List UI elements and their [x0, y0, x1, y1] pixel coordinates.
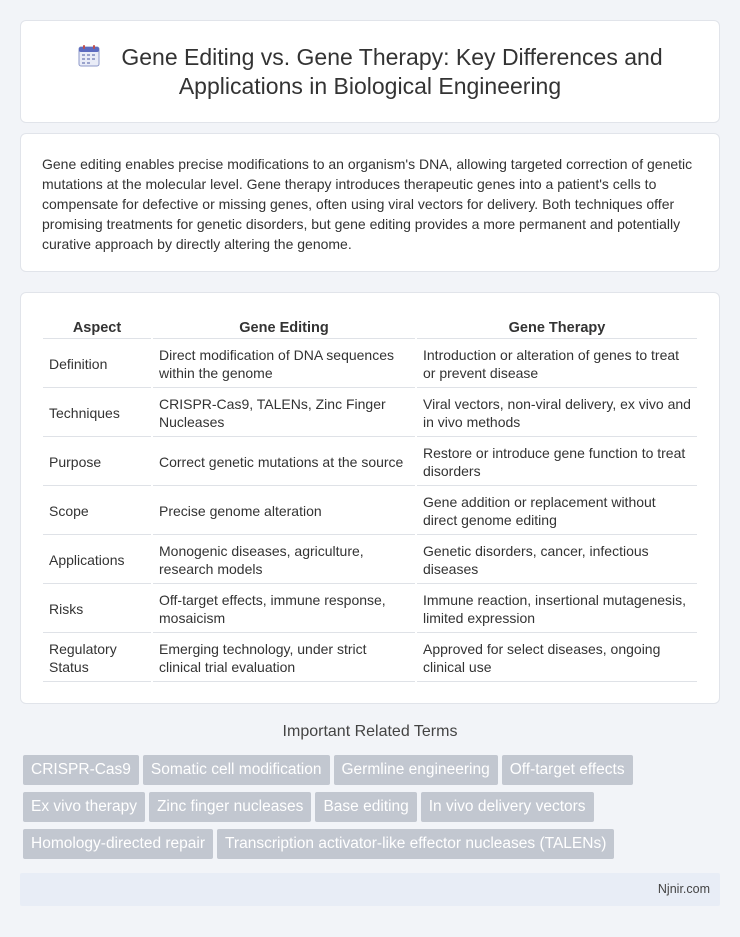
- table-row: [43, 537, 697, 584]
- aspect-cell: Applications: [43, 537, 151, 584]
- table-row: [43, 390, 697, 437]
- gene-editing-cell: Correct genetic mutations at the source: [153, 439, 415, 486]
- related-terms-row: [23, 755, 637, 785]
- gene-therapy-cell: Introduction or alteration of genes to treat or prevent disease: [417, 341, 697, 388]
- related-terms-row: [23, 829, 618, 859]
- table-row: [43, 586, 697, 633]
- related-terms-row: [23, 792, 598, 822]
- related-term-tag[interactable]: Somatic cell modification: [143, 755, 330, 785]
- table-row: [43, 341, 697, 388]
- table-header-row: [43, 317, 697, 339]
- gene-therapy-cell: Genetic disorders, cancer, infectious diseases: [417, 537, 697, 584]
- title-line-2: Applications in Biological Engineering: [178, 73, 562, 99]
- aspect-cell: Scope: [43, 488, 151, 535]
- table-row: [43, 635, 697, 682]
- comparison-card: [20, 292, 720, 704]
- gene-editing-cell: Precise genome alteration: [153, 488, 415, 535]
- aspect-cell: Techniques: [43, 390, 151, 437]
- gene-editing-cell: CRISPR-Cas9, TALENs, Zinc Finger Nucleases: [153, 390, 415, 437]
- related-term-tag[interactable]: Germline engineering: [334, 755, 498, 785]
- related-term-tag[interactable]: Homology-directed repair: [23, 829, 213, 859]
- gene-therapy-cell: Restore or introduce gene function to treat disorders: [417, 439, 697, 486]
- header-card: [20, 20, 720, 123]
- aspect-cell: Definition: [43, 341, 151, 388]
- header-gene-editing: Gene Editing: [153, 317, 415, 339]
- gene-editing-cell: Off-target effects, immune response, mosaicism: [153, 586, 415, 633]
- footer-brand[interactable]: Njnir.com: [657, 882, 710, 896]
- related-terms-title: Important Related Terms: [282, 723, 458, 740]
- related-term-tag[interactable]: Base editing: [315, 792, 416, 822]
- aspect-cell: Risks: [43, 586, 151, 633]
- gene-editing-cell: Direct modification of DNA sequences within the genome: [153, 341, 415, 388]
- aspect-cell: Purpose: [43, 439, 151, 486]
- footer: [20, 873, 720, 906]
- gene-therapy-cell: Immune reaction, insertional mutagenesis, limited expression: [417, 586, 697, 633]
- calendar-icon: [77, 44, 101, 68]
- related-term-tag[interactable]: Off-target effects: [502, 755, 633, 785]
- related-term-tag[interactable]: Ex vivo therapy: [23, 792, 145, 822]
- gene-therapy-cell: Viral vectors, non-viral delivery, ex vivo and in vivo methods: [417, 390, 697, 437]
- gene-editing-cell: Monogenic diseases, agriculture, research models: [153, 537, 415, 584]
- page-title: [21, 43, 719, 101]
- header-gene-therapy: Gene Therapy: [417, 317, 697, 339]
- table-row: [43, 488, 697, 535]
- header-aspect: Aspect: [43, 317, 151, 339]
- related-term-tag[interactable]: CRISPR-Cas9: [23, 755, 139, 785]
- gene-therapy-cell: Approved for select diseases, ongoing clinical use: [417, 635, 697, 682]
- comparison-table: [41, 315, 699, 684]
- intro-card: [20, 133, 720, 272]
- related-term-tag[interactable]: Transcription activator-like effector nucleases (TALENs): [217, 829, 614, 859]
- gene-therapy-cell: Gene addition or replacement without direct genome editing: [417, 488, 697, 535]
- intro-text: Gene editing enables precise modifications to an organism's DNA, allowing targeted correction of genetic mutations at the molecular level. Gene therapy introduces therapeutic genes into a patient's cells to compensate for defective or missing genes, often using viral vectors for delivery. Both techniques offer promising treatments for genetic disorders, but gene editing provides a more permanent and potentially curative approach by directly altering the genome.: [42, 156, 693, 252]
- gene-editing-cell: Emerging technology, under strict clinical trial evaluation: [153, 635, 415, 682]
- aspect-cell: Regulatory Status: [43, 635, 151, 682]
- table-row: [43, 439, 697, 486]
- related-term-tag[interactable]: Zinc finger nucleases: [149, 792, 311, 822]
- related-term-tag[interactable]: In vivo delivery vectors: [421, 792, 594, 822]
- title-line-1: Gene Editing vs. Gene Therapy: Key Differences and: [121, 44, 663, 70]
